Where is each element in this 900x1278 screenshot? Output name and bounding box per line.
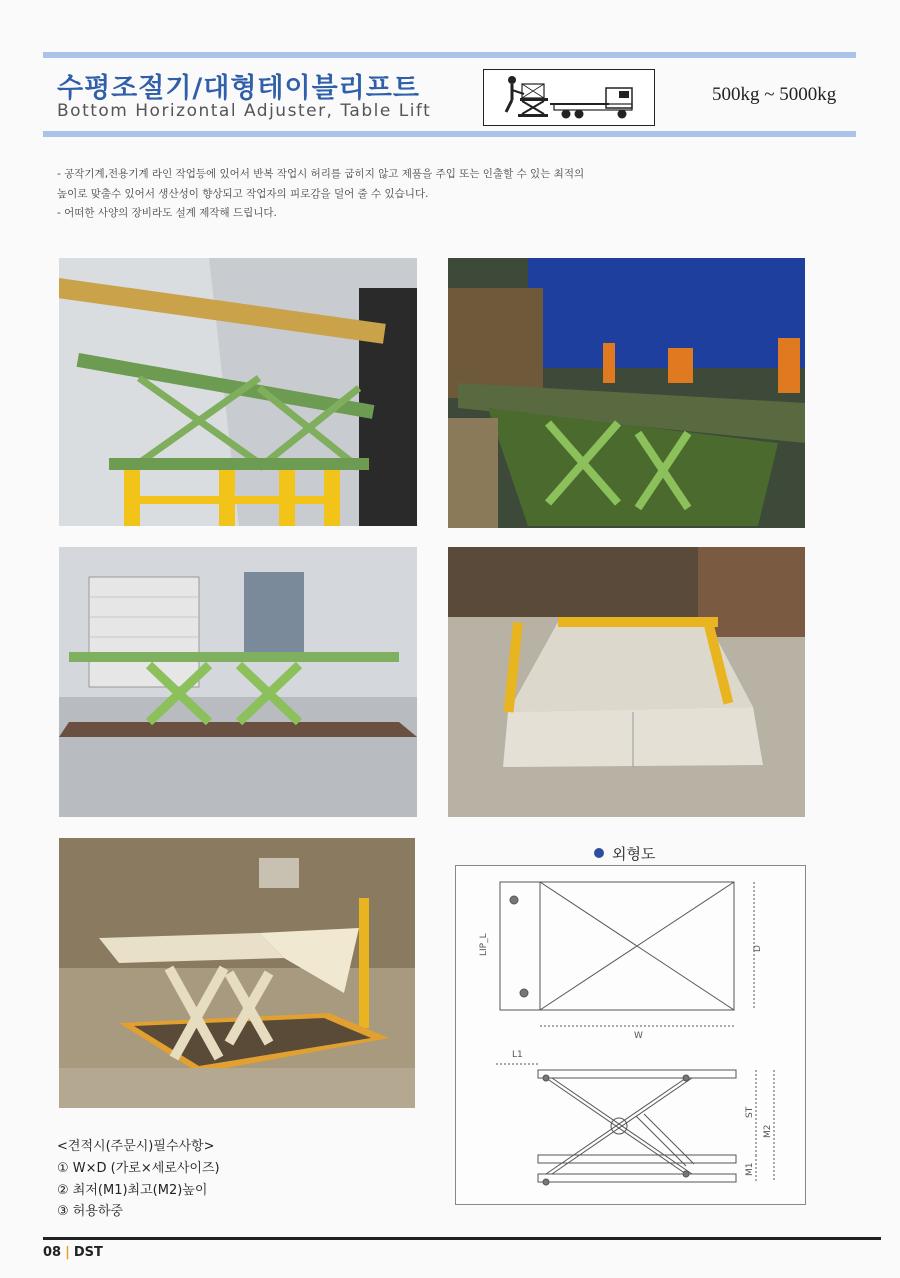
diagram-title-text: 외형도 xyxy=(612,845,656,863)
photo-dock-lift xyxy=(448,258,805,528)
label-d: D xyxy=(753,945,763,952)
label-m2: M2 xyxy=(763,1124,773,1138)
description-line-2: 높이로 맞출수 있어서 생산성이 향상되고 작업자의 피로감을 덜어 줄 수 있습니다. xyxy=(57,188,429,200)
page-number: 08 xyxy=(43,1245,62,1260)
photo-pit-lift xyxy=(59,547,417,817)
requirements-heading: <견적시(주문시)필수사항> xyxy=(57,1139,215,1154)
diagram-title xyxy=(594,843,655,864)
label-m1: M1 xyxy=(745,1162,755,1176)
capacity-range: 500kg ~ 5000kg xyxy=(712,84,837,105)
lift-truck-icon xyxy=(483,69,655,126)
footer-divider: | xyxy=(65,1245,70,1260)
bullet-icon xyxy=(594,848,604,858)
header-rule-bottom xyxy=(43,131,856,137)
footer-rule xyxy=(43,1237,881,1240)
description-line-3: - 어떠한 사양의 장비라도 설계 제작해 드립니다. xyxy=(57,207,277,219)
requirement-item-1: ① W×D (가로×세로사이즈) xyxy=(57,1161,220,1176)
label-st: ST xyxy=(745,1106,755,1118)
requirement-item-2: ② 최저(M1)최고(M2)높이 xyxy=(57,1183,208,1198)
requirement-item-3: ③ 허용하중 xyxy=(57,1204,124,1219)
header-rule-top xyxy=(43,52,856,58)
brand-name: DST xyxy=(73,1245,103,1260)
title-korean: 수평조절기/대형테이블리프트 xyxy=(57,73,420,104)
title-english: Bottom Horizontal Adjuster, Table Lift xyxy=(57,101,432,121)
description-line-1: - 공작기계,전용기계 라인 작업등에 있어서 반복 작업시 허리를 굽히지 않고 제품을 주입 또는 인출할 수 있는 최적의 xyxy=(57,168,585,180)
photo-tilted-lift xyxy=(59,838,415,1108)
photo-lowered-lift xyxy=(448,547,805,817)
label-w: W xyxy=(634,1031,643,1041)
label-l1: L1 xyxy=(512,1050,523,1060)
footer xyxy=(43,1245,103,1260)
label-lip-l: LIP_L xyxy=(479,933,489,956)
outline-diagram xyxy=(455,865,806,1205)
photo-elevated-lift xyxy=(59,258,417,526)
